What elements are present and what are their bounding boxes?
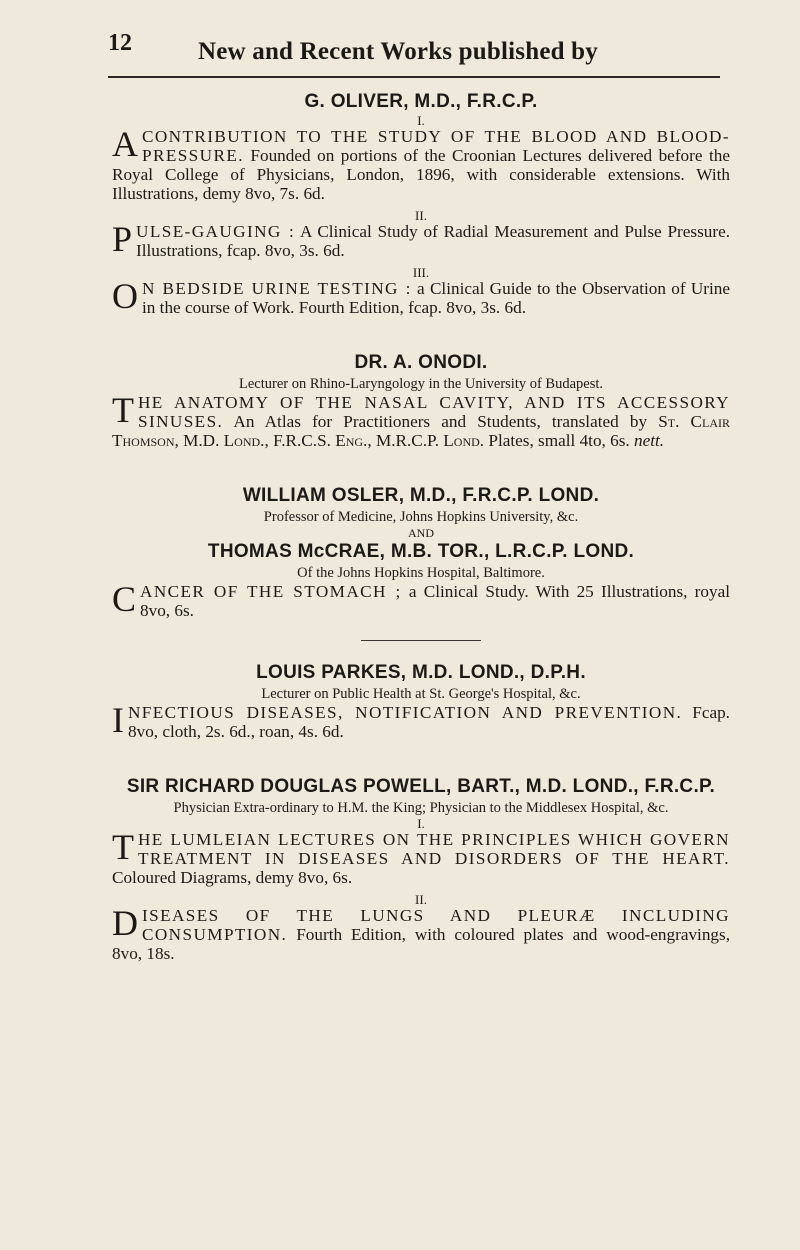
author-affiliation: Lecturer on Public Health at St. George's Hospital, &c.	[261, 686, 581, 702]
book-description: Coloured Diagrams, demy 8vo, 6s.	[112, 868, 353, 887]
page-header	[108, 30, 728, 78]
book-title: CONTRIBUTION TO THE STUDY OF THE BLOOD AND BLOOD-PRESSURE.	[142, 127, 730, 165]
author-heading: LOUIS PARKES, M.D. LOND., D.P.H.	[256, 662, 586, 683]
book-description: Founded on portions of the Croonian Lectures delivered before the Royal College of Physicians, London, 1896, with considerable extensions. With Illustrations, demy 8vo, 7s. 6d.	[112, 146, 730, 203]
author-heading: G. OLIVER, M.D., F.R.C.P.	[304, 91, 538, 112]
book-entry	[112, 219, 730, 260]
drop-initial: A	[112, 124, 138, 164]
drop-initial: C	[112, 579, 137, 619]
page-number: 12	[108, 30, 132, 56]
drop-initial: T	[112, 390, 134, 430]
book-entry	[112, 124, 730, 203]
author-heading: WILLIAM OSLER, M.D., F.R.C.P. LOND.	[242, 485, 600, 506]
drop-initial: T	[112, 827, 134, 867]
section-oliver	[112, 90, 730, 317]
author-affiliation: Lecturer on Rhino-Laryngology in the University of Budapest.	[238, 376, 604, 392]
book-description: A Clinical Study of Radial Measurement and Pulse Pressure. Illustrations, fcap. 8vo, 3s. 6d.	[136, 222, 730, 260]
author-heading: SIR RICHARD DOUGLAS POWELL, BART., M.D. LOND., F.R.C.P.	[126, 776, 716, 797]
book-title: NFECTIOUS DISEASES, NOTIFICATION AND PREVENTION.	[128, 703, 683, 722]
author-affiliation: Professor of Medicine, Johns Hopkins University, &c.	[263, 509, 579, 525]
book-description: a Clinical Study. With 25 Illustrations, royal 8vo, 6s.	[140, 582, 730, 620]
drop-initial: I	[112, 700, 124, 740]
book-entry	[112, 579, 730, 620]
drop-initial: D	[112, 903, 138, 943]
section-onodi	[112, 351, 730, 450]
book-entry	[112, 276, 730, 317]
book-entry	[112, 827, 730, 887]
conjunction: AND	[408, 526, 434, 540]
section-powell	[112, 775, 730, 963]
book-description: An Atlas for Practitioners and Students, translated by	[223, 412, 659, 431]
header-rule	[108, 76, 720, 78]
author-affiliation: Physician Extra-ordinary to H.M. the King; Physician to the Middlesex Hospital, &c.	[173, 800, 669, 816]
entry-numeral: II.	[415, 208, 427, 223]
book-description: Fcap. 8vo, cloth, 2s. 6d., roan, 4s. 6d.	[128, 703, 730, 741]
book-title: N BEDSIDE URINE TESTING :	[142, 279, 412, 298]
catalogue-content	[112, 90, 730, 963]
running-title: New and Recent Works published by	[198, 38, 598, 65]
author-heading: DR. A. ONODI.	[354, 352, 488, 373]
book-title: ANCER OF THE STOMACH ;	[140, 582, 402, 601]
book-description: Plates, small 4to, 6s.	[484, 431, 635, 450]
section-parkes	[112, 661, 730, 741]
entry-numeral: I.	[417, 816, 425, 831]
author-affiliation: Of the Johns Hopkins Hospital, Baltimore.	[297, 565, 545, 581]
book-description: Fourth Edition, with coloured plates and wood-engravings, 8vo, 18s.	[112, 925, 730, 963]
book-description: a Clinical Guide to the Observation of Urine in the course of Work. Fourth Edition, fcap. 8vo, 3s. 6d.	[142, 279, 730, 317]
book-title: HE ANATOMY OF THE NASAL CAVITY, AND ITS ACCESSORY SINUSES.	[138, 393, 730, 431]
entry-numeral: II.	[415, 892, 427, 907]
book-entry	[112, 390, 730, 450]
book-entry	[112, 903, 730, 963]
drop-initial: O	[112, 276, 138, 316]
author-heading: THOMAS McCRAE, M.B. TOR., L.R.C.P. LOND.	[207, 541, 635, 562]
section-osler-mccrae	[112, 484, 730, 620]
entry-numeral: I.	[417, 113, 425, 128]
book-title: ISEASES OF THE LUNGS AND PLEURÆ INCLUDING CONSUMPTION.	[142, 906, 730, 944]
book-title: ULSE-GAUGING :	[136, 222, 296, 241]
translator-name: St. Clair Thomson, M.D. Lond., F.R.C.S. Eng., M.R.C.P. Lond.	[112, 412, 730, 450]
drop-initial: P	[112, 219, 133, 259]
entry-numeral: III.	[412, 265, 430, 280]
price-note: nett.	[634, 431, 665, 450]
book-title: HE LUMLEIAN LECTURES ON THE PRINCIPLES WHICH GOVERN TREATMENT IN DISEASES AND DISORDERS OF THE HEART.	[138, 830, 730, 868]
book-entry	[112, 700, 730, 741]
